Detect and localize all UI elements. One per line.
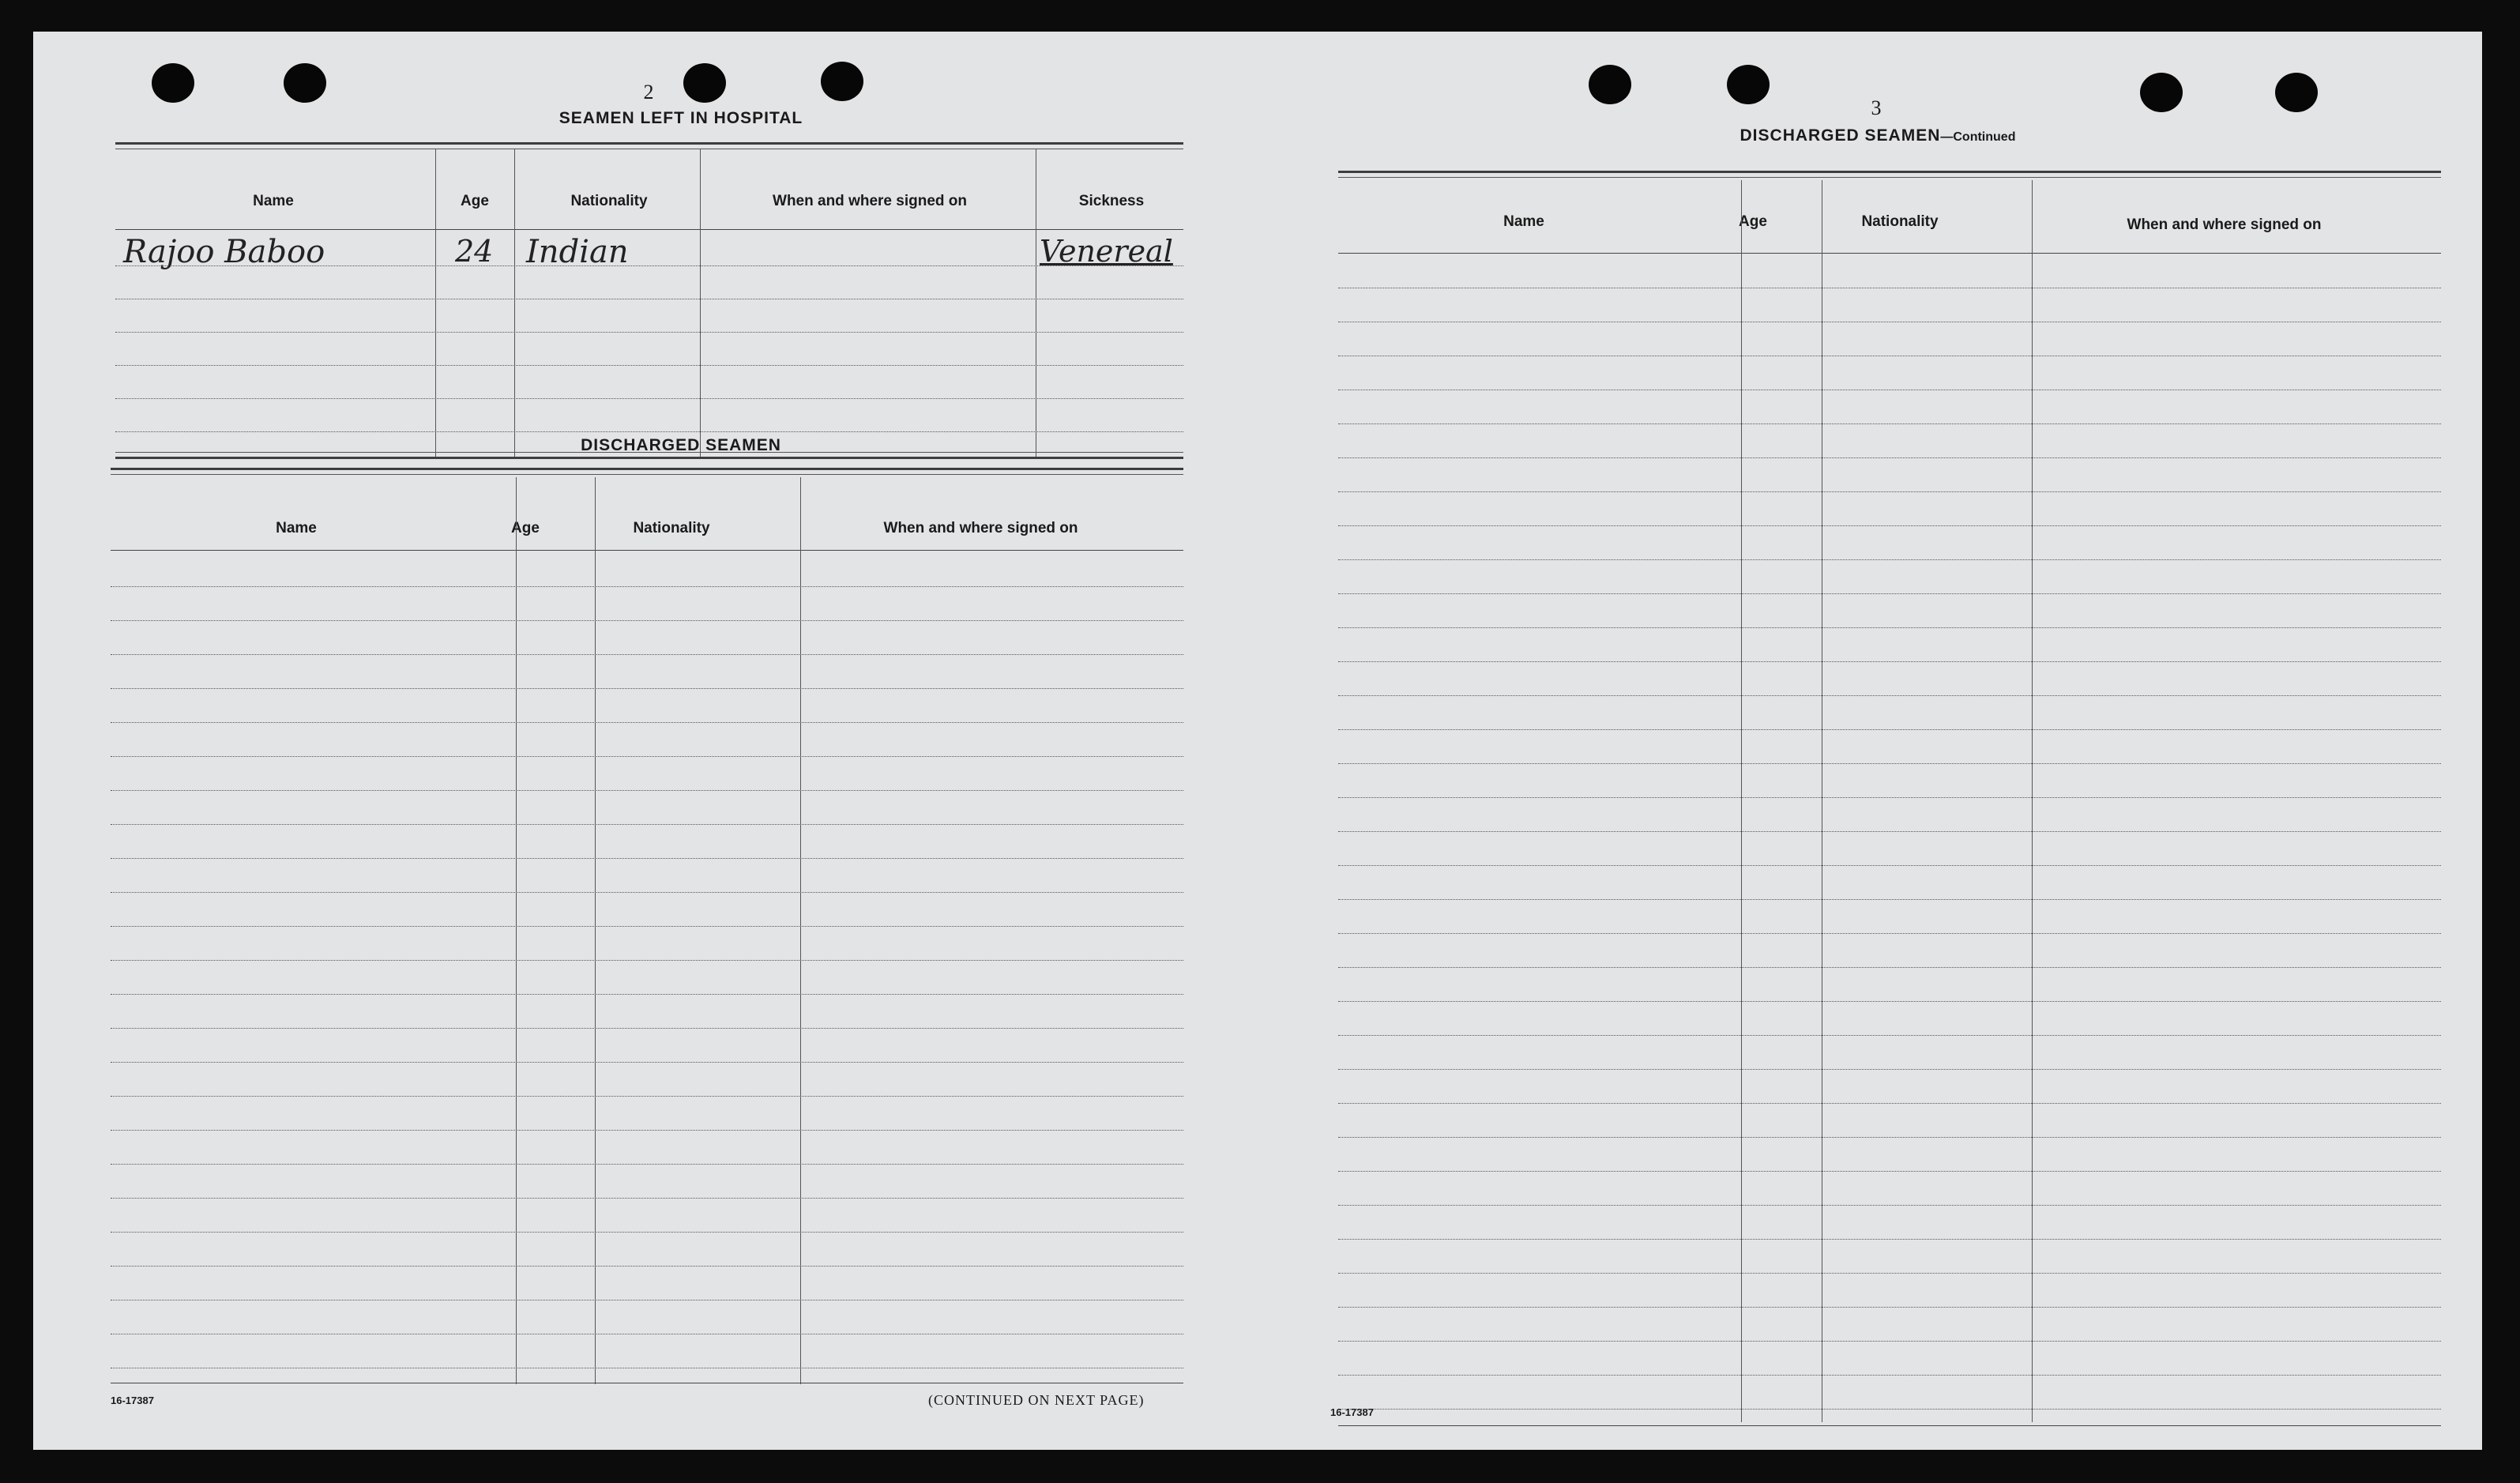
punch-hole: [683, 63, 726, 103]
discharged-cont-col-signed-on: When and where signed on: [2127, 216, 2322, 233]
discharged-table-left: [111, 468, 1183, 1384]
hospital-row-age: 24: [455, 234, 494, 269]
punch-hole: [152, 63, 194, 103]
punch-hole: [821, 62, 863, 101]
hospital-col-name: Name: [253, 193, 294, 209]
continued-suffix: —Continued: [1940, 130, 2016, 144]
hospital-table: [115, 142, 1183, 458]
discharged-table-right: [1338, 171, 2441, 1427]
discharged-continued-title-text: DISCHARGED SEAMEN: [1740, 126, 1941, 145]
page-number: 2: [643, 81, 654, 104]
discharged-continued-title: [1534, 126, 2221, 145]
hospital-row-name: Rajoo Baboo: [123, 234, 325, 270]
hospital-col-nationality: Nationality: [570, 193, 648, 209]
hospital-section-title: SEAMEN LEFT IN HOSPITAL: [559, 109, 803, 127]
hospital-col-signed-on: When and where signed on: [773, 193, 967, 209]
discharged-col-signed-on: When and where signed on: [883, 520, 1078, 536]
continued-note: (CONTINUED ON NEXT PAGE): [928, 1392, 1145, 1408]
discharged-col-nationality: Nationality: [633, 520, 710, 536]
discharged-section-title: DISCHARGED SEAMEN: [581, 436, 781, 454]
punch-hole: [2140, 73, 2183, 112]
form-number-left: 16-17387: [111, 1395, 154, 1406]
hospital-col-sickness: Sickness: [1078, 193, 1145, 209]
document-sheet: [33, 32, 2482, 1450]
discharged-col-name: Name: [276, 520, 317, 536]
discharged-cont-col-nationality: Nationality: [1861, 213, 1939, 230]
punch-hole: [1589, 65, 1631, 104]
page-number: 3: [1871, 96, 1882, 119]
hospital-col-age: Age: [461, 193, 489, 209]
form-number-right: 16-17387: [1330, 1406, 1374, 1418]
discharged-cont-col-name: Name: [1503, 213, 1544, 230]
punch-hole: [284, 63, 326, 103]
discharged-cont-col-age: Age: [1739, 213, 1767, 230]
hospital-row-sickness: Venereal: [1040, 234, 1173, 269]
punch-hole: [1727, 65, 1770, 104]
hospital-row-nationality: Indian: [526, 234, 629, 270]
punch-hole: [2275, 73, 2318, 112]
discharged-col-age: Age: [511, 520, 540, 536]
